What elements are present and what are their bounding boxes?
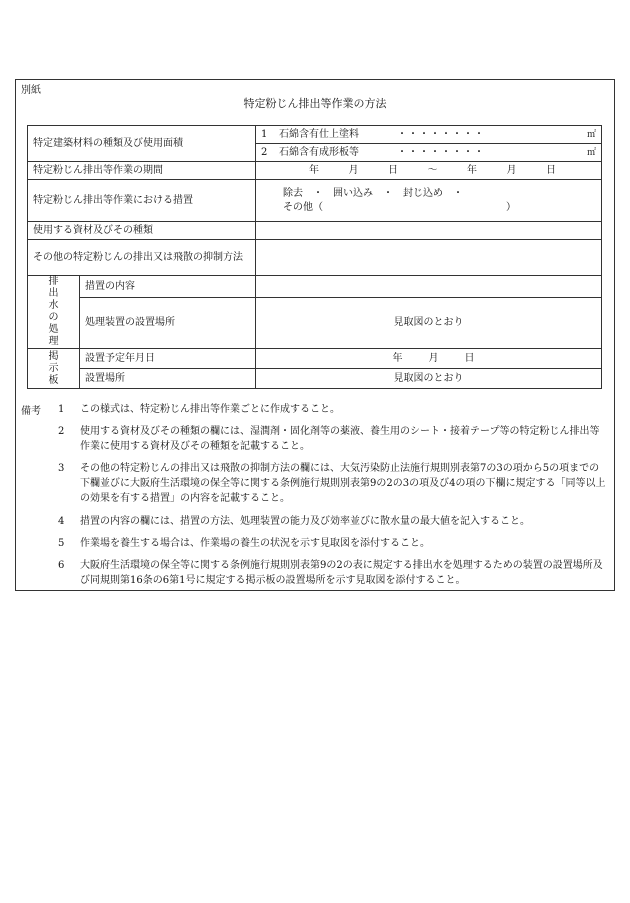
board-place-row [28, 369, 602, 389]
measures-options: 除去 ・ 囲い込み ・ 封じ込め ・ [283, 187, 463, 199]
board-char-1: 掲 [48, 350, 59, 362]
drainage-char-2: 出 [48, 288, 59, 299]
method-form-table [27, 125, 602, 389]
material-2-cell[interactable] [256, 144, 602, 162]
measures-other-open: その他（ [283, 201, 323, 213]
material-1-unit: ㎡ [586, 129, 596, 140]
note-1-text: この様式は、特定粉じん排出等作業ごとに作成すること。 [80, 404, 340, 415]
note-4-num: 4 [58, 516, 65, 527]
drainage-content-cell[interactable] [256, 276, 602, 298]
notes-heading: 備考 [21, 406, 41, 417]
note-4-text: 措置の内容の欄には、措置の方法、処理装置の能力及び効率並びに散水量の最大値を記入すること。 [80, 516, 530, 527]
period-day-1: 日 [388, 164, 398, 176]
note-3-num: 3 [58, 463, 65, 474]
drainage-char-1: 排 [48, 276, 59, 287]
note-6-text: 大阪府生活環境の保全等に関する条例施行規則別表第9の2の表に規定する排出水を処理するための装置の設置場所及び同規則第16条の6第1号に規定する掲示板の設置場所を示す見取図を添付すること。 [80, 560, 603, 586]
period-month-2: 月 [506, 164, 517, 176]
board-date-label: 設置予定年月日 [80, 349, 256, 369]
period-year-2: 年 [467, 164, 477, 176]
drainage-location-label: 処理装置の設置場所 [80, 298, 256, 349]
board-date-month: 月 [428, 352, 439, 364]
page-title: 特定粉じん排出等作業の方法 [243, 97, 387, 110]
material-2-unit: ㎡ [586, 147, 596, 158]
note-item-3 [58, 461, 606, 506]
materials-label: 特定建築材料の種類及び使用面積 [28, 126, 256, 162]
note-3-text: その他の特定粉じんの排出又は飛散の抑制方法の欄には、大気汚染防止法施行規則別表第7の3の項から5の項までの下欄並びに大阪府生活環境の保全等に関する条例施行規則別表第9の2の3の項及び4の項の下欄に規定する「同等以上の効果を有する措置」の内容を記載すること。 [80, 463, 606, 504]
note-item-4 [58, 514, 606, 529]
board-char-2: 示 [48, 362, 59, 374]
board-date-cell[interactable] [256, 349, 602, 369]
material-2-dots: ・・・・・・・・ [397, 146, 485, 158]
note-6-num: 6 [58, 560, 65, 571]
other-method-row [28, 240, 602, 276]
attachment-tag: 別紙 [21, 85, 41, 96]
material-1-cell[interactable] [256, 126, 602, 144]
drainage-location-value[interactable]: 見取図のとおり [256, 298, 602, 349]
drainage-char-4: の [48, 312, 59, 323]
other-method-label: その他の特定粉じんの排出又は飛散の抑制方法 [28, 240, 256, 276]
board-date-year: 年 [392, 352, 403, 364]
board-date-day: 日 [464, 352, 475, 364]
note-5-num: 5 [58, 538, 65, 549]
note-item-2 [58, 424, 606, 454]
board-place-value[interactable]: 見取図のとおり [256, 369, 602, 389]
material-2-name: 石綿含有成形板等 [279, 146, 359, 158]
other-method-cell[interactable] [256, 240, 602, 276]
material-1-dots: ・・・・・・・・ [397, 128, 485, 140]
measures-cell[interactable] [256, 180, 602, 222]
note-5-text: 作業場を養生する場合は、作業場の養生の状況を示す見取図を添付すること。 [80, 538, 430, 549]
period-day-2: 日 [546, 164, 556, 176]
drainage-char-3: 水 [48, 300, 59, 311]
document-frame [15, 79, 615, 591]
measures-row [28, 180, 602, 222]
board-date-row [28, 349, 602, 369]
resources-label: 使用する資材及びその種類 [28, 222, 256, 240]
board-group-label [28, 349, 80, 389]
board-place-label: 設置場所 [80, 369, 256, 389]
board-char-3: 板 [48, 374, 59, 386]
note-item-6 [58, 558, 606, 588]
material-2-num: 2 [261, 146, 268, 158]
period-cell[interactable] [256, 162, 602, 180]
drainage-location-row [28, 298, 602, 349]
period-year-1: 年 [309, 164, 319, 176]
period-month-1: 月 [348, 164, 359, 176]
period-tilde: 〜 [427, 164, 438, 176]
resources-cell[interactable] [256, 222, 602, 240]
material-1-name: 石綿含有仕上塗料 [279, 128, 359, 140]
note-2-num: 2 [58, 426, 65, 437]
drainage-char-6: 理 [48, 336, 59, 347]
drainage-char-5: 処 [48, 324, 59, 335]
note-2-text: 使用する資材及びその種類の欄には、湿潤剤・固化剤等の薬液、養生用のシート・接着テープ等の特定粉じん排出等作業に使用する資材及びその種類を記載すること。 [80, 426, 600, 452]
period-row [28, 162, 602, 180]
note-item-5 [58, 536, 606, 551]
note-item-1 [58, 402, 606, 417]
drainage-content-label: 措置の内容 [80, 276, 256, 298]
note-1-num: 1 [58, 404, 65, 415]
resources-row [28, 222, 602, 240]
drainage-group-label [28, 276, 80, 349]
materials-row-1 [28, 126, 602, 144]
measures-other-close: ） [506, 201, 516, 213]
measures-label: 特定粉じん排出等作業における措置 [28, 180, 256, 222]
material-1-num: 1 [261, 128, 268, 140]
drainage-content-row [28, 276, 602, 298]
period-label: 特定粉じん排出等作業の期間 [28, 162, 256, 180]
